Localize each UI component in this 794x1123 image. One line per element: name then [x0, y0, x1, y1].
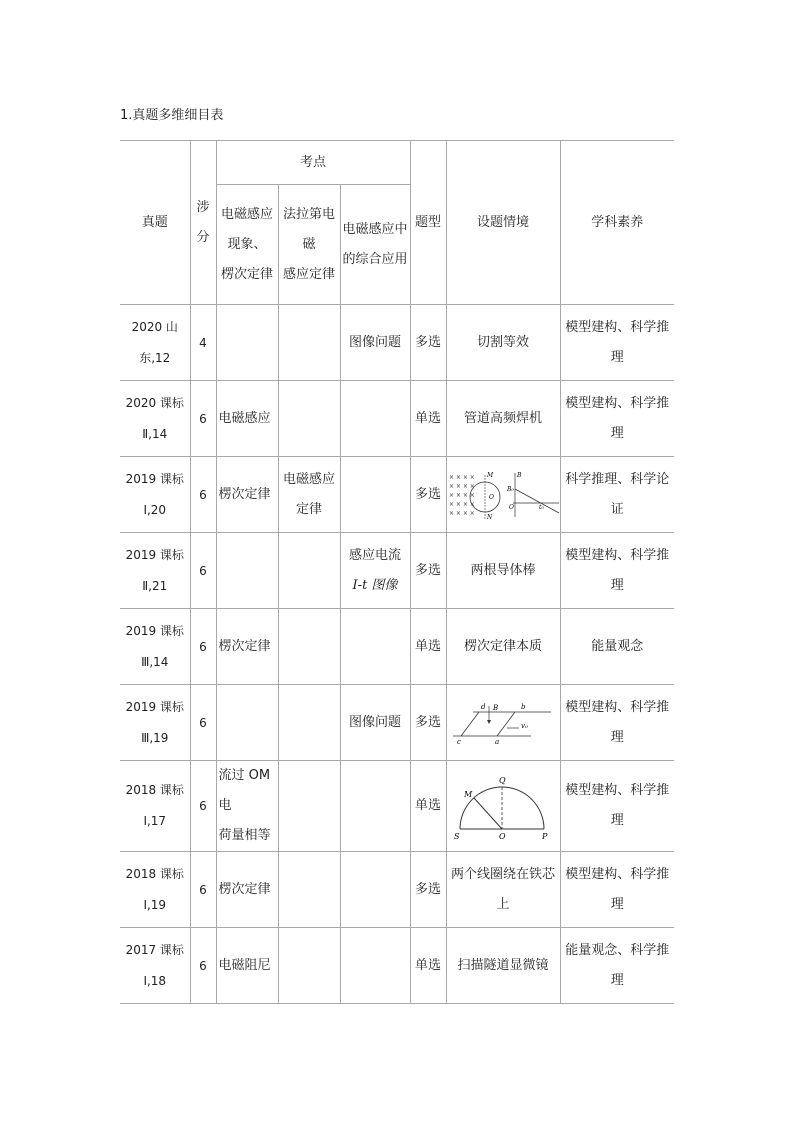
svg-text:× × × ×: × × × × [449, 482, 475, 490]
k1-cell: 流过 OM 电 荷量相等 [216, 761, 278, 852]
fig-label-s: S [454, 832, 460, 841]
header-k2-c: 感应定律 [282, 266, 335, 282]
scene-cell [446, 457, 560, 533]
source-cell: 2019 课标 Ⅲ,19 [120, 685, 190, 761]
header-k2 [278, 185, 340, 305]
k1-cell: 电磁阻尼 [216, 928, 278, 1004]
score-cell: 6 [190, 609, 216, 685]
fig-label-v0: v₀ [521, 721, 528, 730]
k1-cell: 楞次定律 [216, 609, 278, 685]
header-k1 [216, 185, 278, 305]
svg-text:× × × ×: × × × × [449, 491, 475, 499]
k2-cell [278, 609, 340, 685]
fig-label-b-field: B [493, 703, 499, 712]
scene-cell: 切割等效 [446, 305, 560, 381]
header-k3 [340, 185, 410, 305]
fig-label-o: O [489, 493, 494, 501]
graph-line [515, 489, 559, 513]
type-cell: 多选 [410, 533, 446, 609]
scene-cell [446, 685, 560, 761]
type-cell: 单选 [410, 761, 446, 852]
type-cell: 多选 [410, 852, 446, 928]
table-row [120, 609, 674, 685]
fig-label-t0: t₀ [539, 503, 544, 511]
type-cell: 多选 [410, 457, 446, 533]
rod-cd [461, 712, 479, 736]
header-row-1 [120, 141, 674, 185]
cross-field-marks [449, 474, 475, 517]
svg-text:× × × ×: × × × × [449, 500, 475, 508]
k2-cell [278, 305, 340, 381]
k3-cell [340, 381, 410, 457]
literacy-cell: 模型建构、科学推 理 [560, 381, 674, 457]
k2-cell [278, 761, 340, 852]
score-cell: 6 [190, 928, 216, 1004]
fig-label-m: M [464, 790, 473, 799]
fig-label-q: Q [499, 776, 506, 785]
header-k3-a: 电磁感应中 [342, 221, 408, 237]
score-cell: 4 [190, 305, 216, 381]
literacy-cell: 模型建构、科学推 理 [560, 761, 674, 852]
header-k2-b: 磁 [302, 236, 316, 252]
score-cell: 6 [190, 852, 216, 928]
k2-cell: 电磁感应 定律 [278, 457, 340, 533]
table-row [120, 381, 674, 457]
table-row [120, 685, 674, 761]
fig-label-n: N [487, 513, 493, 521]
header-k1-c: 楞次定律 [220, 266, 273, 282]
header-tixing: 题型 [410, 141, 446, 305]
source-cell: 2020 山 东,12 [120, 305, 190, 381]
k1-cell [216, 533, 278, 609]
literacy-cell: 科学推理、科学论 证 [560, 457, 674, 533]
type-cell: 单选 [410, 609, 446, 685]
fig-label-m: M [487, 471, 494, 479]
fig-label-b: b [521, 702, 526, 711]
literacy-cell: 能量观念 [560, 609, 674, 685]
type-cell: 单选 [410, 928, 446, 1004]
type-cell: 多选 [410, 305, 446, 381]
source-cell: 2018 课标 Ⅰ,17 [120, 761, 190, 852]
type-cell: 多选 [410, 685, 446, 761]
scene-cell: 楞次定律本质 [446, 609, 560, 685]
om-line [474, 798, 502, 829]
k1-cell [216, 305, 278, 381]
literacy-cell: 模型建构、科学推 理 [560, 305, 674, 381]
k3-cell [340, 761, 410, 852]
source-cell: 2017 课标 Ⅰ,18 [120, 928, 190, 1004]
table-row [120, 457, 674, 533]
source-cell: 2019 课标 Ⅲ,14 [120, 609, 190, 685]
k1-cell: 楞次定律 [216, 852, 278, 928]
rails-figure [447, 698, 559, 748]
k3-cell: 图像问题 [340, 305, 410, 381]
header-qingjing: 设题情境 [446, 141, 560, 305]
header-suyang: 学科素养 [560, 141, 674, 305]
svg-text:× × × ×: × × × × [449, 473, 475, 481]
fig-label-origin: O [509, 503, 514, 511]
header-shefen [190, 141, 216, 305]
fig-label-b0: B₀ [507, 485, 514, 493]
literacy-cell: 模型建构、科学推 理 [560, 685, 674, 761]
score-cell: 6 [190, 761, 216, 852]
source-cell: 2020 课标 Ⅱ,14 [120, 381, 190, 457]
literacy-cell: 能量观念、科学推 理 [560, 928, 674, 1004]
score-cell: 6 [190, 533, 216, 609]
source-cell: 2019 课标 Ⅰ,20 [120, 457, 190, 533]
k3-cell: 图像问题 [340, 685, 410, 761]
exam-detail-table [120, 140, 674, 1004]
source-cell: 2018 课标 Ⅰ,19 [120, 852, 190, 928]
header-k1-b: 现象、 [227, 236, 267, 252]
k3-cell [340, 457, 410, 533]
k1-cell: 楞次定律 [216, 457, 278, 533]
table-row [120, 761, 674, 852]
k3-cell [340, 852, 410, 928]
fig-label-a: a [495, 737, 500, 746]
scene-cell: 两个线圈绕在铁芯 上 [446, 852, 560, 928]
k2-cell [278, 852, 340, 928]
field-arrowhead [487, 720, 491, 724]
literacy-cell: 模型建构、科学推 理 [560, 533, 674, 609]
scene-cell: 两根导体棒 [446, 533, 560, 609]
header-kaodian: 考点 [216, 141, 410, 185]
table-row [120, 533, 674, 609]
fig-label-d: d [481, 702, 486, 711]
score-cell: 6 [190, 685, 216, 761]
fig-label-c: c [457, 737, 461, 746]
k2-cell [278, 685, 340, 761]
type-cell: 单选 [410, 381, 446, 457]
k3-cell [340, 928, 410, 1004]
source-cell: 2019 课标 Ⅱ,21 [120, 533, 190, 609]
fig-label-b: B [517, 471, 522, 479]
header-k2-a: 法拉第电 [282, 206, 335, 222]
k2-cell [278, 533, 340, 609]
k2-cell [278, 381, 340, 457]
scene-cell: 管道高频焊机 [446, 381, 560, 457]
table-row [120, 305, 674, 381]
header-k1-a: 电磁感应 [220, 206, 273, 222]
header-zhenti: 真题 [120, 141, 190, 305]
k1-cell: 电磁感应 [216, 381, 278, 457]
k2-cell [278, 928, 340, 1004]
k1-cell [216, 685, 278, 761]
rod-ab [497, 712, 515, 736]
magnetic-field-figure [447, 469, 559, 521]
header-k3-b: 的综合应用 [342, 251, 408, 267]
svg-text:× × × ×: × × × × [449, 509, 475, 517]
scene-cell [446, 761, 560, 852]
fig-label-o: O [499, 832, 506, 841]
section-heading: 1.真题多维细目表 [120, 108, 224, 123]
score-cell: 6 [190, 381, 216, 457]
scene-cell: 扫描隧道显微镜 [446, 928, 560, 1004]
header-shefen-2: 分 [196, 229, 210, 245]
k3-cell: 感应电流 I-t 图像 [340, 533, 410, 609]
header-shefen-1: 涉 [196, 199, 210, 215]
fig-label-p: P [542, 832, 548, 841]
table-row [120, 928, 674, 1004]
score-cell: 6 [190, 457, 216, 533]
semicircle-figure [450, 771, 556, 841]
table-row [120, 852, 674, 928]
k3-cell [340, 609, 410, 685]
literacy-cell: 模型建构、科学推 理 [560, 852, 674, 928]
